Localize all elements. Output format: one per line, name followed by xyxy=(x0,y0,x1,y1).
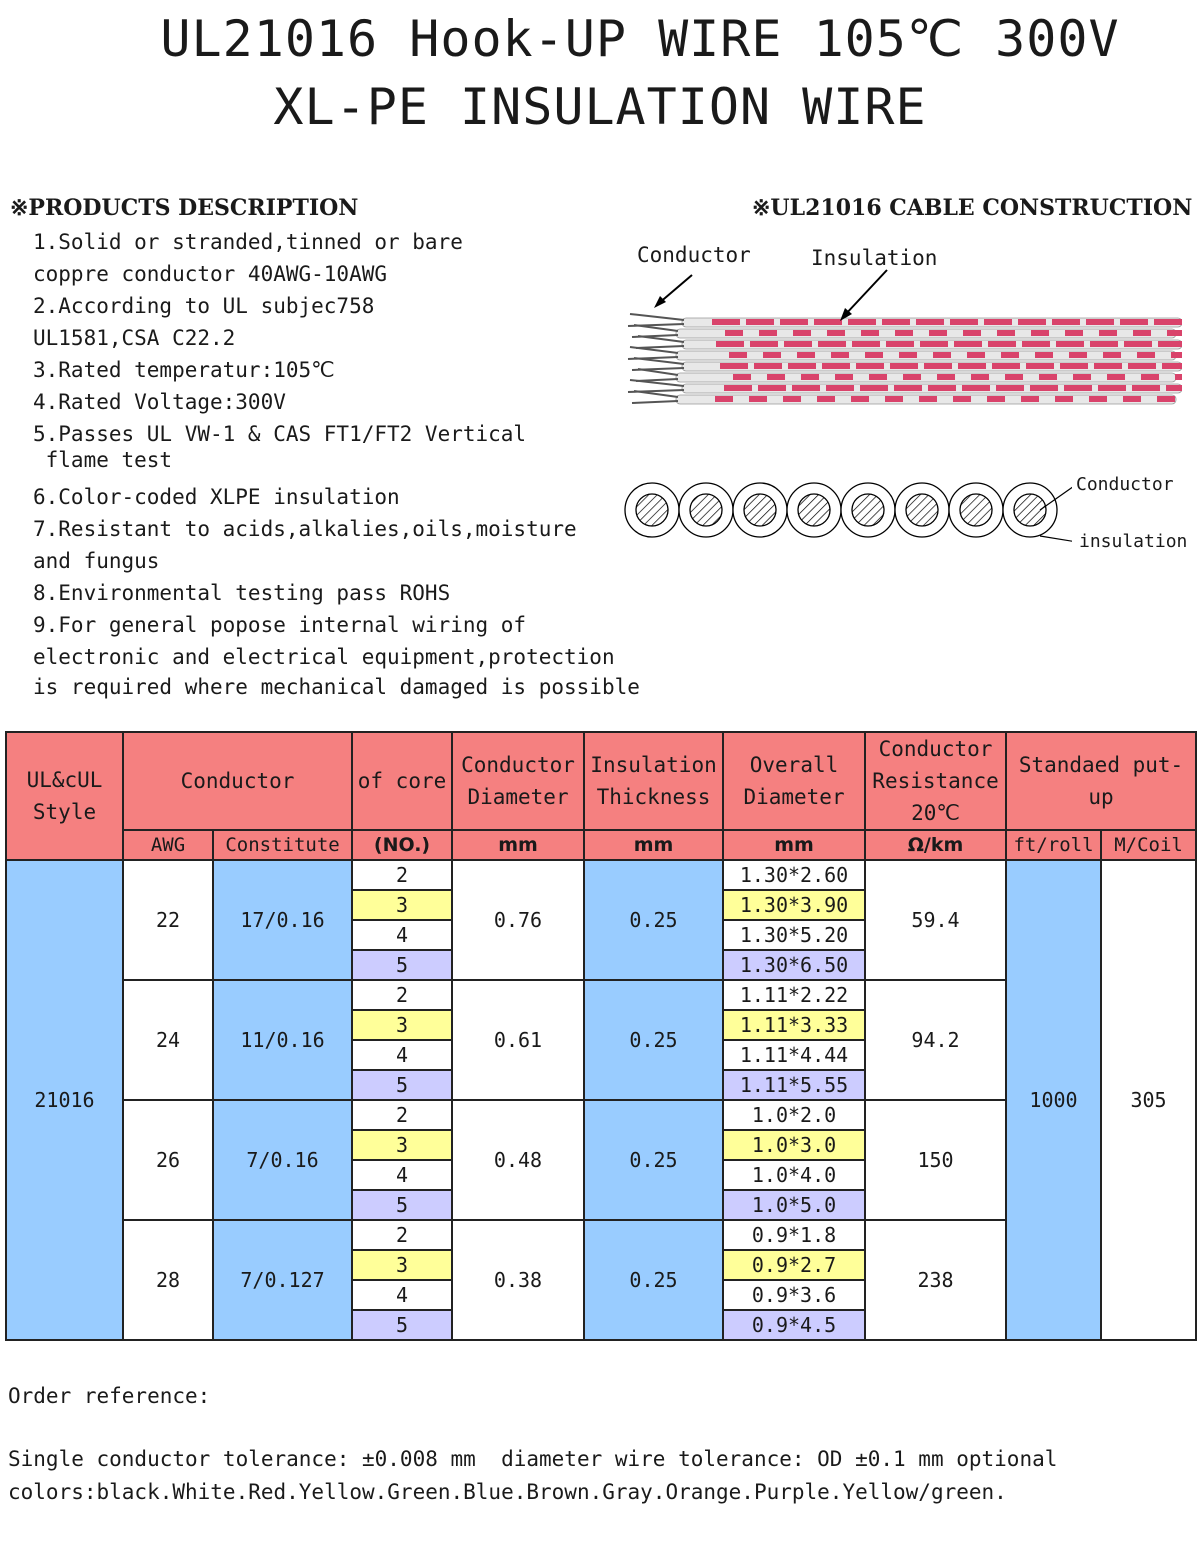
core-count-cell: 5 xyxy=(352,950,452,980)
conductor-core xyxy=(852,494,884,526)
description-line: 9.For general popose internal wiring of xyxy=(33,613,527,637)
wire-stripe xyxy=(1022,341,1050,347)
wire-stripe xyxy=(1094,363,1122,369)
core-count-cell: 2 xyxy=(352,1100,452,1130)
wire-stripe xyxy=(783,396,801,402)
wire-stripe xyxy=(788,363,816,369)
title-line-2: XL-PE INSULATION WIRE xyxy=(273,78,927,136)
wire-stripe xyxy=(801,374,819,380)
wire-stripe xyxy=(814,319,842,325)
core-count-cell: 4 xyxy=(352,920,452,950)
conductor-core xyxy=(636,494,668,526)
unit-mm-conductor: mm xyxy=(452,830,584,860)
insulation-thickness-cell: 0.25 xyxy=(584,1100,723,1220)
wire-stripe xyxy=(831,352,849,358)
wire-stripe xyxy=(954,341,982,347)
description-line: 2.According to UL subjec758 xyxy=(33,294,375,318)
conductor-core xyxy=(906,494,938,526)
wire-stripe xyxy=(1132,385,1160,391)
colors-note: colors:black.White.Red.Yellow.Green.Blue.Brown.Gray.Orange.Purple.Yellow/green. xyxy=(8,1480,1007,1504)
wire-stripe xyxy=(784,341,812,347)
wire-stripe xyxy=(984,319,1012,325)
overall-diameter-cell: 1.0*4.0 xyxy=(723,1160,865,1190)
unit-awg: AWG xyxy=(123,830,213,860)
wire-stripe xyxy=(733,374,751,380)
unit-no: (NO.) xyxy=(352,830,452,860)
wire-stripe xyxy=(971,374,989,380)
wire-stripe xyxy=(1167,330,1182,336)
wire-stripe xyxy=(822,363,850,369)
wire-stripe xyxy=(1090,341,1118,347)
wire-conductor-end xyxy=(632,358,684,370)
photo-conductor-label: Conductor xyxy=(637,243,751,267)
wire-stripe xyxy=(750,341,778,347)
description-line: 3.Rated temperatur:105℃ xyxy=(33,358,335,382)
core-count-cell: 5 xyxy=(352,1310,452,1340)
core-count-cell: 2 xyxy=(352,1220,452,1250)
wire-stripe xyxy=(1035,352,1053,358)
wire-stripe xyxy=(869,374,887,380)
overall-diameter-cell: 0.9*2.7 xyxy=(723,1250,865,1280)
wire-stripe xyxy=(848,319,876,325)
wire-stripe xyxy=(720,363,748,369)
wire-stripe xyxy=(1086,319,1114,325)
wire-stripe xyxy=(920,341,948,347)
wire-stripe xyxy=(1124,341,1152,347)
description-line: 7.Resistant to acids,alkalies,oils,moisture xyxy=(33,517,577,541)
wire-stripe xyxy=(749,396,767,402)
wire-stripe xyxy=(882,319,910,325)
cable-cross-section xyxy=(622,470,1072,560)
description-line: is required where mechanical damaged is possible xyxy=(33,675,640,699)
wire-stripe xyxy=(860,385,888,391)
wire-stripe xyxy=(826,385,854,391)
constitute-cell: 7/0.127 xyxy=(213,1220,352,1340)
header-conductor: Conductor xyxy=(123,732,352,830)
overall-diameter-cell: 1.30*2.60 xyxy=(723,860,865,890)
wire-stripe xyxy=(759,330,777,336)
wire-stripe xyxy=(767,374,785,380)
description-line: coppre conductor 40AWG-10AWG xyxy=(33,262,388,286)
overall-diameter-cell: 1.11*3.33 xyxy=(723,1010,865,1040)
description-line: and fungus xyxy=(33,549,160,573)
overall-diameter-cell: 1.30*5.20 xyxy=(723,920,865,950)
wire-stripe xyxy=(835,374,853,380)
conductor-diameter-cell: 0.48 xyxy=(452,1100,584,1220)
conductor-core xyxy=(690,494,722,526)
overall-diameter-cell: 1.0*2.0 xyxy=(723,1100,865,1130)
wire-stripe xyxy=(950,319,978,325)
wire-stripe xyxy=(1137,352,1155,358)
wire-stripe xyxy=(963,330,981,336)
core-count-cell: 3 xyxy=(352,1250,452,1280)
description-line: 8.Environmental testing pass ROHS xyxy=(33,581,451,605)
core-count-cell: 3 xyxy=(352,1010,452,1040)
overall-diameter-cell: 1.30*3.90 xyxy=(723,890,865,920)
wire-stripe xyxy=(1073,374,1091,380)
wire-insulation xyxy=(676,351,1176,360)
unit-mm-insulation: mm xyxy=(584,830,723,860)
style-cell: 21016 xyxy=(6,860,123,1340)
wire-stripe xyxy=(903,374,921,380)
header-conductor-diameter: Conductor Diameter xyxy=(452,732,584,830)
wire-stripe xyxy=(1099,330,1117,336)
wire-stripe xyxy=(1171,352,1182,358)
title-line-1: UL21016 Hook-UP WIRE 105℃ 300V xyxy=(160,10,1120,68)
header-style: UL&cUL Style xyxy=(6,732,123,860)
wire-stripe xyxy=(895,330,913,336)
wire-stripe xyxy=(856,363,884,369)
wire-stripe xyxy=(715,396,733,402)
core-count-cell: 4 xyxy=(352,1160,452,1190)
overall-diameter-cell: 0.9*4.5 xyxy=(723,1310,865,1340)
header-overall-diameter: Overall Diameter xyxy=(723,732,865,830)
wire-stripe xyxy=(818,341,846,347)
wire-stripe xyxy=(885,396,903,402)
wire-stripe xyxy=(1065,330,1083,336)
conductor-core xyxy=(960,494,992,526)
core-count-cell: 4 xyxy=(352,1040,452,1070)
wire-stripe xyxy=(827,330,845,336)
resistance-cell: 150 xyxy=(865,1100,1006,1220)
awg-cell: 22 xyxy=(123,860,213,980)
wire-stripe xyxy=(1001,352,1019,358)
unit-ft-roll: ft/roll xyxy=(1006,830,1101,860)
core-count-cell: 5 xyxy=(352,1070,452,1100)
unit-constitute: Constitute xyxy=(213,830,352,860)
description-line: flame test xyxy=(33,448,173,472)
wire-stripe xyxy=(851,396,869,402)
unit-ohm-km: Ω/km xyxy=(865,830,1006,860)
description-line: 1.Solid or stranded,tinned or bare xyxy=(33,230,463,254)
constitute-cell: 17/0.16 xyxy=(213,860,352,980)
wire-stripe xyxy=(1175,374,1182,380)
wire-stripe xyxy=(817,396,835,402)
wire-stripe xyxy=(890,363,918,369)
constitute-cell: 7/0.16 xyxy=(213,1100,352,1220)
constitute-cell: 11/0.16 xyxy=(213,980,352,1100)
overall-diameter-cell: 1.11*2.22 xyxy=(723,980,865,1010)
description-line: UL1581,CSA C22.2 xyxy=(33,326,236,350)
unit-mm-overall: mm xyxy=(723,830,865,860)
wire-stripe xyxy=(729,352,747,358)
wire-stripe xyxy=(712,319,740,325)
wire-stripe xyxy=(996,385,1024,391)
conductor-diameter-cell: 0.76 xyxy=(452,860,584,980)
overall-diameter-cell: 1.30*6.50 xyxy=(723,950,865,980)
wire-conductor-end xyxy=(632,391,678,403)
overall-diameter-cell: 1.11*5.55 xyxy=(723,1070,865,1100)
wire-stripe xyxy=(1120,319,1148,325)
overall-diameter-cell: 1.11*4.44 xyxy=(723,1040,865,1070)
wire-conductor-end xyxy=(628,314,684,326)
section-insulation-label: insulation xyxy=(1079,531,1188,552)
header-insulation-thickness: Insulation Thickness xyxy=(584,732,723,830)
awg-cell: 24 xyxy=(123,980,213,1100)
wire-stripe xyxy=(861,330,879,336)
wire-stripe xyxy=(1089,396,1107,402)
wire-stripe xyxy=(1055,396,1073,402)
core-count-cell: 3 xyxy=(352,1130,452,1160)
wire-stripe xyxy=(1133,330,1151,336)
wire-stripe xyxy=(792,385,820,391)
photo-insulation-label: Insulation xyxy=(811,246,938,270)
wire-stripe xyxy=(953,396,971,402)
description-line: 5.Passes UL VW-1 & CAS FT1/FT2 Vertical xyxy=(33,422,527,446)
insulation-thickness-cell: 0.25 xyxy=(584,980,723,1100)
description-line: 6.Color-coded XLPE insulation xyxy=(33,485,400,509)
wire-stripe xyxy=(1056,341,1084,347)
insulation-thickness-cell: 0.25 xyxy=(584,860,723,980)
wire-stripe xyxy=(1060,363,1088,369)
products-description-heading: ※PRODUCTS DESCRIPTION xyxy=(10,195,359,221)
conductor-core xyxy=(744,494,776,526)
cable-construction-heading: ※UL21016 CABLE CONSTRUCTION xyxy=(752,195,1193,221)
wire-stripe xyxy=(1166,385,1182,391)
wire-stripe xyxy=(992,363,1020,369)
wire-stripe xyxy=(1157,396,1175,402)
wire-stripe xyxy=(1039,374,1057,380)
overall-diameter-cell: 1.0*5.0 xyxy=(723,1190,865,1220)
wire-stripe xyxy=(1069,352,1087,358)
wire-stripe xyxy=(1123,396,1141,402)
m-coil-cell: 305 xyxy=(1101,860,1196,1340)
conductor-core xyxy=(1014,494,1046,526)
wire-stripe xyxy=(1005,374,1023,380)
wire-stripe xyxy=(1154,319,1182,325)
wire-stripe xyxy=(967,352,985,358)
overall-diameter-cell: 1.0*3.0 xyxy=(723,1130,865,1160)
unit-m-coil: M/Coil xyxy=(1101,830,1196,860)
wire-stripe xyxy=(1162,363,1182,369)
core-count-cell: 4 xyxy=(352,1280,452,1310)
wire-strands xyxy=(628,314,1182,404)
overall-diameter-cell: 0.9*3.6 xyxy=(723,1280,865,1310)
conductor-core xyxy=(798,494,830,526)
wire-conductor-end xyxy=(636,336,684,348)
wire-stripe xyxy=(1031,330,1049,336)
wire-stripe xyxy=(797,352,815,358)
wire-stripe xyxy=(997,330,1015,336)
wire-stripe xyxy=(865,352,883,358)
resistance-cell: 238 xyxy=(865,1220,1006,1340)
wire-stripe xyxy=(1107,374,1125,380)
core-count-cell: 5 xyxy=(352,1190,452,1220)
ft-roll-cell: 1000 xyxy=(1006,860,1101,1340)
wire-stripe xyxy=(928,385,956,391)
wire-stripe xyxy=(988,341,1016,347)
description-line: 4.Rated Voltage:300V xyxy=(33,390,286,414)
wire-stripe xyxy=(1021,396,1039,402)
order-reference: Order reference: xyxy=(8,1384,211,1408)
wire-stripe xyxy=(916,319,944,325)
description-line: electronic and electrical equipment,protection xyxy=(33,645,615,669)
header-of-core: of core xyxy=(352,732,452,830)
header-conductor-resistance: Conductor Resistance 20℃ xyxy=(865,732,1006,830)
tolerance-note: Single conductor tolerance: ±0.008 mm diameter wire tolerance: OD ±0.1 mm optional xyxy=(8,1447,1058,1471)
wire-stripe xyxy=(724,385,752,391)
wire-stripe xyxy=(894,385,922,391)
core-count-cell: 2 xyxy=(352,860,452,890)
wire-stripe xyxy=(899,352,917,358)
wire-stripe xyxy=(725,330,743,336)
wire-stripe xyxy=(929,330,947,336)
wire-stripe xyxy=(1141,374,1159,380)
insulation-thickness-cell: 0.25 xyxy=(584,1220,723,1340)
awg-cell: 28 xyxy=(123,1220,213,1340)
conductor-diameter-cell: 0.61 xyxy=(452,980,584,1100)
wire-stripe xyxy=(780,319,808,325)
wire-conductor-end xyxy=(636,369,678,381)
wire-stripe xyxy=(919,396,937,402)
wire-stripe xyxy=(746,319,774,325)
wire-stripe xyxy=(924,363,952,369)
wire-stripe xyxy=(1098,385,1126,391)
wire-stripe xyxy=(793,330,811,336)
spec-table xyxy=(5,731,1197,1341)
wire-stripe xyxy=(754,363,782,369)
wire-stripe xyxy=(962,385,990,391)
wire-stripe xyxy=(1030,385,1058,391)
resistance-cell: 94.2 xyxy=(865,980,1006,1100)
wire-stripe xyxy=(1103,352,1121,358)
overall-diameter-cell: 0.9*1.8 xyxy=(723,1220,865,1250)
wire-stripe xyxy=(1064,385,1092,391)
wire-stripe xyxy=(1018,319,1046,325)
wire-stripe xyxy=(1052,319,1080,325)
wire-stripe xyxy=(937,374,955,380)
section-conductor-label: Conductor xyxy=(1076,474,1174,495)
awg-cell: 26 xyxy=(123,1100,213,1220)
wire-stripe xyxy=(852,341,880,347)
wire-stripe xyxy=(933,352,951,358)
wire-stripe xyxy=(886,341,914,347)
wire-stripe xyxy=(1158,341,1182,347)
wire-stripe xyxy=(958,363,986,369)
core-count-cell: 3 xyxy=(352,890,452,920)
wire-stripe xyxy=(1128,363,1156,369)
wire-stripe xyxy=(987,396,1005,402)
wire-stripe xyxy=(763,352,781,358)
wire-stripe xyxy=(758,385,786,391)
conductor-diameter-cell: 0.38 xyxy=(452,1220,584,1340)
header-standard-put-up: Standaed put-up xyxy=(1006,732,1196,830)
wire-stripe xyxy=(716,341,744,347)
core-count-cell: 2 xyxy=(352,980,452,1010)
resistance-cell: 59.4 xyxy=(865,860,1006,980)
wire-stripe xyxy=(1026,363,1054,369)
